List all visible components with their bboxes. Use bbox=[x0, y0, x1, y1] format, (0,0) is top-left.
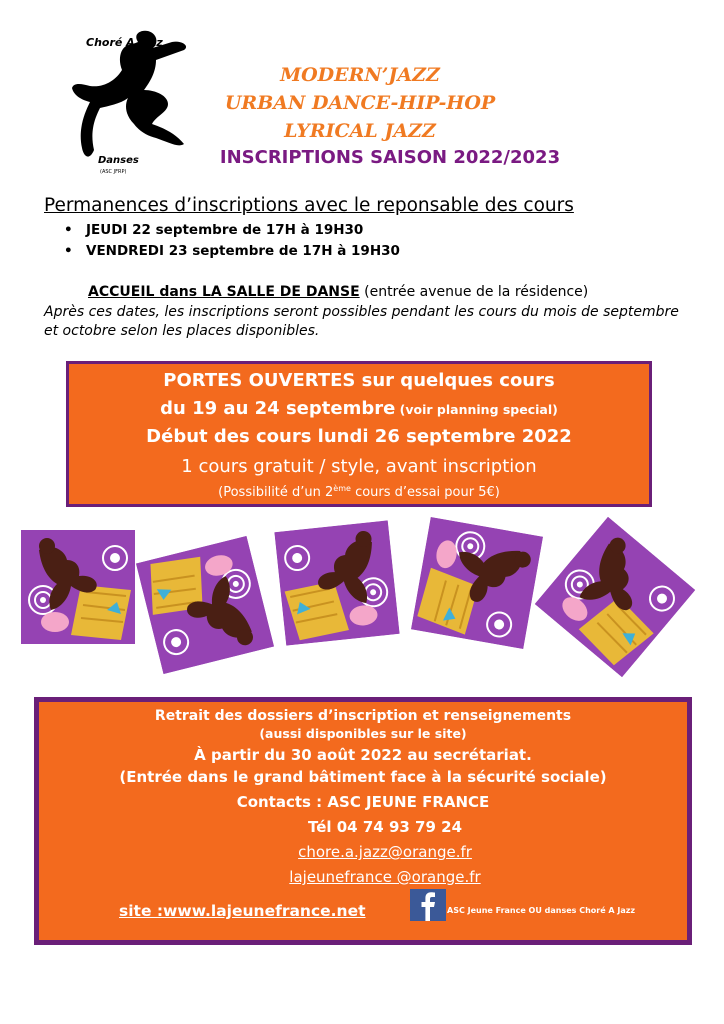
dance-image bbox=[136, 536, 274, 674]
accueil-bold: ACCUEIL dans LA SALLE DE DANSE bbox=[88, 284, 360, 300]
dance-image bbox=[535, 517, 696, 678]
trial-a: (Possibilité d’un 2 bbox=[218, 485, 334, 500]
info-box bbox=[34, 697, 692, 945]
trial-sup: ème bbox=[333, 484, 351, 493]
email-link-1[interactable]: chore.a.jazz@orange.fr bbox=[298, 843, 472, 861]
facebook-label: ASC Jeune France OU danses Choré A Jazz bbox=[447, 906, 636, 915]
permanences-list bbox=[64, 220, 400, 262]
logo-name-bottom: Danses bbox=[98, 155, 139, 166]
open-doors-note: (voir planning special) bbox=[395, 402, 558, 417]
dance-image bbox=[411, 517, 543, 649]
facebook-icon[interactable] bbox=[410, 889, 446, 921]
title-urban-dance: URBAN DANCE-HIP-HOP bbox=[224, 92, 496, 114]
free-course-line: 1 cours gratuit / style, avant inscription bbox=[181, 456, 537, 477]
site-link[interactable]: site :www.lajeunefrance.net bbox=[119, 902, 366, 920]
open-doors-box bbox=[66, 361, 652, 507]
trial-course-line bbox=[69, 484, 649, 500]
accueil-line bbox=[88, 284, 588, 300]
phone-line: Tél 04 74 93 79 24 bbox=[307, 818, 463, 836]
season-title: INSCRIPTIONS SAISON 2022/2023 bbox=[219, 147, 561, 168]
after-dates-text: Après ces dates, les inscriptions seront possibles pendant les cours du mois de septembre et octobre selon les places disponibles. bbox=[44, 304, 679, 339]
accueil-rest: (entrée avenue de la résidence) bbox=[359, 284, 589, 300]
title-modern-jazz: MODERN’JAZZ bbox=[280, 64, 440, 86]
open-doors-line2 bbox=[69, 398, 649, 419]
title-lyrical-jazz: LYRICAL JAZZ bbox=[284, 120, 436, 142]
contacts-line: Contacts : ASC JEUNE FRANCE bbox=[236, 793, 490, 811]
email-link-2[interactable]: lajeunefrance @orange.fr bbox=[289, 868, 481, 886]
dance-image bbox=[274, 520, 399, 645]
open-doors-dates: du 19 au 24 septembre bbox=[160, 398, 396, 419]
logo-sub: (ASC JFRP) bbox=[100, 169, 127, 175]
info-line3: À partir du 30 août 2022 au secrétariat. bbox=[194, 746, 532, 764]
permanence-item: • VENDREDI 23 septembre de 17H à 19H30 bbox=[64, 241, 400, 262]
permanences-heading: Permanences d’inscriptions avec le reponsable des cours bbox=[44, 195, 574, 216]
logo-name-top: Choré A Jazz bbox=[86, 36, 163, 49]
info-line2: (aussi disponibles sur le site) bbox=[259, 726, 467, 741]
info-line4: (Entrée dans le grand bâtiment face à la sécurité sociale) bbox=[119, 768, 607, 786]
permanence-item: • JEUDI 22 septembre de 17H à 19H30 bbox=[64, 220, 400, 241]
open-doors-line1: PORTES OUVERTES sur quelques cours bbox=[163, 370, 555, 391]
trial-b: cours d’essai pour 5€) bbox=[350, 485, 500, 500]
start-date-line: Début des cours lundi 26 septembre 2022 bbox=[146, 426, 572, 447]
info-line1: Retrait des dossiers d’inscription et renseignements bbox=[154, 708, 572, 724]
dance-image bbox=[21, 530, 135, 644]
